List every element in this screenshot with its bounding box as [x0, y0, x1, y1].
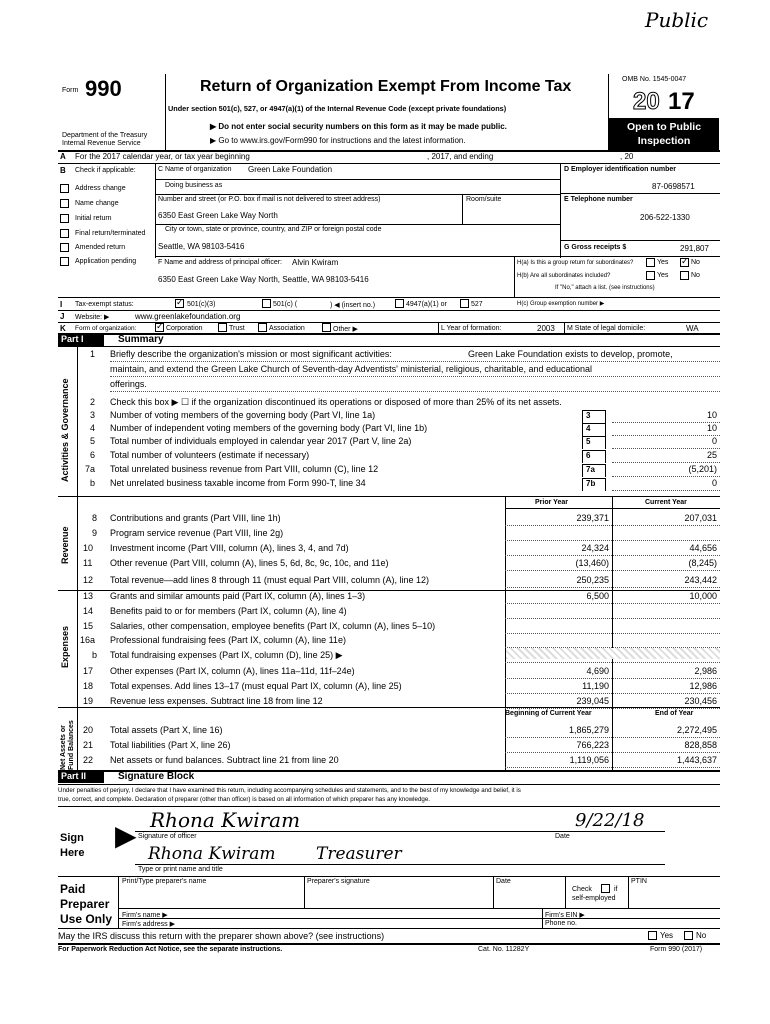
rev-current-value[interactable]: 207,031 [684, 513, 717, 523]
perjury-statement-2: true, correct, and complete. Declaration of preparer (other than officer) is based on all information of which preparer has any knowledge. [58, 796, 431, 803]
final-return-label: Final return/terminated [75, 230, 146, 237]
status-4947-checkbox[interactable] [395, 299, 404, 308]
net-prior-value[interactable]: 766,223 [576, 740, 609, 750]
gov-line-number: 7a [85, 464, 96, 474]
irs: Internal Revenue Service [62, 140, 141, 147]
omb-number: OMB No. 1545-0047 [622, 76, 687, 83]
net-prior-value[interactable]: 1,865,279 [568, 725, 609, 735]
trust-checkbox[interactable] [218, 323, 227, 332]
side-label-net-assets: Net Assets or Fund Balances [60, 720, 75, 770]
corporation-label: Corporation [166, 325, 203, 332]
gov-line-value[interactable]: 10 [706, 410, 717, 420]
gov-line-label: Check this box ▶ ☐ if the organization discontinued its operations or disposed of more than 25% of its net assets. [110, 397, 562, 407]
rev-line-number: 9 [92, 528, 98, 538]
net-line-number: 21 [83, 740, 94, 750]
application-pending-checkbox[interactable] [60, 257, 69, 266]
city-label: City or town, state or province, country, and ZIP or foreign postal code [165, 226, 382, 233]
line-a-mid: , 2017, and ending [427, 152, 494, 161]
form-footer-id: Form 990 (2017) [650, 946, 703, 953]
exp-row-underline [505, 647, 720, 648]
date-label: Date [555, 833, 570, 840]
subordinates-question: H(b) Are all subordinates included? [517, 273, 611, 279]
amended-return-checkbox[interactable] [60, 243, 69, 252]
exp-line-number: 17 [83, 666, 94, 676]
rev-line-number: 10 [83, 543, 94, 553]
exp-current-value[interactable]: 10,000 [689, 591, 717, 601]
principal-officer-label: F Name and address of principal officer: [158, 259, 282, 266]
gov-line-label: Number of voting members of the governing body (Part VI, line 1a) [110, 410, 376, 420]
exp-line-label: Benefits paid to or for members (Part IX, column (A), line 4) [110, 606, 347, 616]
preparer-label: Preparer [60, 897, 110, 911]
hb-yes-checkbox[interactable] [646, 271, 655, 280]
gov-value-underline [612, 462, 720, 463]
corporation-checkbox[interactable] [155, 323, 164, 332]
signature-label: Signature of officer [138, 833, 197, 840]
form-label: Form [62, 87, 79, 94]
ha-yes-label: Yes [657, 259, 669, 266]
org-form-label: Form of organization: [75, 325, 137, 332]
hb-no-checkbox[interactable] [680, 271, 689, 280]
exp-line-label: Total fundraising expenses (Part IX, column (D), line 25) ▶ [110, 650, 343, 660]
room-label: Room/suite [466, 196, 502, 203]
exp-row-underline [505, 662, 720, 663]
org-name-label: C Name of organization [158, 166, 232, 173]
hb-yes-label: Yes [657, 272, 669, 279]
association-checkbox[interactable] [258, 323, 267, 332]
side-label-revenue: Revenue [60, 526, 70, 564]
tax-exempt-label: Tax-exempt status: [75, 301, 134, 308]
street-address[interactable]: 6350 East Green Lake Way North [158, 211, 278, 220]
gov-line-number: 3 [90, 410, 96, 420]
officer-printed-name[interactable]: Rhona Kwiram [148, 844, 276, 864]
preparer-name-label: Print/Type preparer's name [122, 878, 207, 885]
exp-row-underline [505, 633, 720, 634]
rev-row-underline [505, 587, 720, 588]
exp-current-value[interactable]: 12,986 [689, 681, 717, 691]
side-label-expenses: Expenses [60, 625, 70, 668]
status-527-checkbox[interactable] [460, 299, 469, 308]
net-row-underline [505, 737, 720, 738]
discuss-yes-label: Yes [660, 931, 674, 940]
part2-title: Signature Block [118, 771, 195, 782]
here-label: Here [60, 847, 85, 859]
officer-title[interactable]: Treasurer [316, 844, 402, 864]
net-current-value[interactable]: 2,272,495 [676, 725, 717, 735]
exp-line-label: Revenue less expenses. Subtract line 18 from line 12 [110, 696, 323, 706]
status-501c-checkbox[interactable] [262, 299, 271, 308]
gov-value-underline [612, 476, 720, 477]
phone-value[interactable]: 206-522-1330 [640, 213, 690, 222]
exp-row-underline [505, 678, 720, 679]
exp-line-number: 15 [83, 621, 94, 631]
group-exemption-label: H(c) Group exemption number ▶ [517, 301, 605, 307]
principal-officer-name[interactable]: Alvin Kwiram [292, 258, 339, 267]
exp-prior-value[interactable]: 6,500 [586, 591, 609, 601]
rev-row-underline [505, 555, 720, 556]
gov-line-box: 3 [582, 410, 606, 423]
gov-line-number: 4 [90, 423, 96, 433]
exp-prior-value[interactable]: 239,045 [576, 696, 609, 706]
gov-line-label: Total number of individuals employed in calendar year 2017 (Part V, line 2a) [110, 436, 412, 446]
other-org-label: Other ▶ [333, 326, 358, 333]
exp-line-label: Grants and similar amounts paid (Part IX, column (A), lines 1–3) [110, 591, 366, 601]
gov-line-number: 5 [90, 436, 96, 446]
rev-line-label: Other revenue (Part VIII, column (A), lines 5, 6d, 8c, 9c, 10c, and 11e) [110, 558, 389, 568]
net-line-label: Total assets (Part X, line 16) [110, 725, 223, 735]
line-a-end: , 20 [620, 152, 634, 161]
form-title: Return of Organization Exempt From Income Tax [200, 78, 572, 95]
beginning-year-header: Beginning of Current Year [505, 710, 592, 717]
ha-yes-checkbox[interactable] [646, 258, 655, 267]
side-label-governance: Activities & Governance [60, 378, 70, 482]
exp-current-value[interactable]: 230,456 [684, 696, 717, 706]
officer-signature[interactable]: Rhona Kwiram [150, 808, 301, 832]
rev-prior-value[interactable]: 24,324 [581, 543, 609, 553]
self-employed-checkbox[interactable] [601, 884, 610, 893]
exp-line-label: Other expenses (Part IX, column (A), lines 11a–11d, 11f–24e) [110, 666, 355, 676]
net-row-underline [505, 767, 720, 768]
exp-row-underline [505, 693, 720, 694]
gov-value-underline [612, 448, 720, 449]
initial-return-label: Initial return [75, 215, 112, 222]
address-change-checkbox[interactable] [60, 184, 69, 193]
year-formation-value[interactable]: 2003 [537, 324, 555, 333]
rev-current-value[interactable]: 44,656 [689, 543, 717, 553]
year-outline: 20 [633, 88, 660, 115]
final-return-checkbox[interactable] [60, 229, 69, 238]
exp-line-number: 16a [80, 635, 96, 645]
exp-line-number: 13 [83, 591, 94, 601]
rev-line-number: 8 [92, 513, 98, 523]
gov-value-underline [612, 490, 720, 491]
website-label: Website: ▶ [75, 314, 110, 321]
rev-prior-value[interactable]: 239,371 [576, 513, 609, 523]
state-domicile-value[interactable]: WA [686, 324, 699, 333]
irs-discuss-question: May the IRS discuss this return with the preparer shown above? (see instructions) [58, 931, 385, 941]
ha-no-checkbox[interactable] [680, 258, 689, 267]
hb-note: If "No," attach a list. (see instructions) [555, 285, 655, 291]
exp-prior-value[interactable]: 11,190 [582, 681, 609, 691]
rev-line-number: 12 [83, 575, 94, 585]
website-url[interactable]: www.greenlakefoundation.org [135, 312, 241, 321]
paid-label: Paid [60, 882, 86, 896]
exp-line-label: Total expenses. Add lines 13–17 (must equal Part IX, column (A), line 25) [110, 681, 402, 691]
mission-label: Briefly describe the organization's mission or most significant activities: [110, 349, 392, 359]
name-change-checkbox[interactable] [60, 199, 69, 208]
association-label: Association [269, 325, 305, 332]
hb-no-label: No [691, 272, 700, 279]
paperwork-notice: For Paperwork Reduction Act Notice, see the separate instructions. [58, 946, 283, 953]
net-line-number: 20 [83, 725, 94, 735]
preparer-signature-label: Preparer's signature [307, 878, 370, 885]
status-501c-label: 501(c) ( [273, 301, 298, 308]
end-year-header: End of Year [655, 710, 694, 717]
dept-treasury: Department of the Treasury [62, 132, 148, 139]
gov-line-value[interactable]: 10 [706, 423, 717, 433]
rev-prior-value[interactable]: 250,235 [576, 575, 609, 585]
exp-line-label: Salaries, other compensation, employee benefits (Part IX, column (A), lines 5–10) [110, 621, 436, 631]
irs-url-note: ▶ Go to www.irs.gov/Form990 for instructions and the latest information. [210, 136, 466, 145]
status-527-label: 527 [471, 301, 483, 308]
net-current-value[interactable]: 1,443,637 [676, 755, 717, 765]
if-label: if [614, 886, 618, 893]
net-row-underline [505, 752, 720, 753]
gov-line-value[interactable]: (5,201) [688, 464, 717, 474]
gov-line-number: 6 [90, 450, 96, 460]
rev-current-value[interactable]: 243,442 [684, 575, 717, 585]
form-number: 990 [85, 76, 122, 101]
public-stamp: Public [645, 8, 709, 32]
gross-receipts-label: G Gross receipts $ [564, 244, 627, 251]
gov-line-label: Net unrelated business taxable income from Form 990-T, line 34 [110, 478, 366, 488]
rev-row-underline [505, 540, 720, 541]
use-only-label: Use Only [60, 912, 113, 926]
signature-date[interactable]: 9/22/18 [575, 810, 645, 831]
rev-row-underline [505, 525, 720, 526]
catalog-number: Cat. No. 11282Y [478, 946, 530, 953]
other-org-checkbox[interactable] [322, 323, 331, 332]
ein-label: D Employer identification number [564, 166, 677, 173]
discuss-no-label: No [696, 931, 707, 940]
ptin-label: PTIN [631, 878, 647, 885]
gov-line-value[interactable]: 0 [711, 436, 717, 446]
discuss-yes-checkbox[interactable] [648, 931, 657, 940]
firm-name-label: Firm's name ▶ [122, 912, 168, 919]
print-name-label: Type or print name and title [138, 866, 223, 873]
net-prior-value[interactable]: 1,119,056 [569, 755, 609, 765]
year-formation-label: L Year of formation: [441, 325, 502, 332]
exp-line-number: 14 [83, 606, 94, 616]
status-4947-label: 4947(a)(1) or [406, 301, 447, 308]
initial-return-checkbox[interactable] [60, 214, 69, 223]
firm-phone-label: Phone no. [545, 920, 577, 927]
net-line-label: Total liabilities (Part X, line 26) [110, 740, 231, 750]
discuss-no-checkbox[interactable] [684, 931, 693, 940]
trust-label: Trust [229, 325, 245, 332]
address-change-label: Address change [75, 185, 126, 192]
status-501c3-label: 501(c)(3) [187, 301, 216, 308]
rev-prior-value[interactable]: (13,460) [575, 558, 609, 568]
group-return-question: H(a) Is this a group return for subordinates? [517, 260, 634, 266]
exp-row-underline [505, 618, 720, 619]
status-501c3-checkbox[interactable] [175, 299, 184, 308]
gov-line-value[interactable]: 25 [706, 450, 717, 460]
current-year-header: Current Year [645, 499, 687, 506]
phone-label: E Telephone number [564, 196, 633, 203]
rev-row-underline [505, 570, 720, 571]
net-line-number: 22 [83, 755, 94, 765]
exp-row-underline [505, 603, 720, 604]
exp-row-underline [505, 708, 720, 709]
mission-text-3[interactable]: offerings. [110, 379, 147, 389]
org-name[interactable]: Green Lake Foundation [248, 165, 333, 174]
gov-line-value[interactable]: 0 [711, 478, 717, 488]
ha-no-label: No [691, 259, 700, 266]
rev-line-label: Investment income (Part VIII, column (A), lines 3, 4, and 7d) [110, 543, 349, 553]
gov-line-box: 5 [582, 436, 606, 449]
gov-line-box: 7b [582, 478, 606, 491]
exp-line-number: b [92, 650, 98, 660]
principal-officer-address[interactable]: 6350 East Green Lake Way North, Seattle, WA 98103-5416 [158, 275, 369, 284]
rev-line-label: Program service revenue (Part VIII, line 2g) [110, 528, 284, 538]
mission-text-2[interactable]: maintain, and extend the Green Lake Church of Seventh-day Adventists' ministerial, religious, charitable, and educational [110, 364, 593, 374]
exp-line-number: 18 [83, 681, 94, 691]
amended-return-label: Amended return [75, 244, 126, 251]
firm-address-label: Firm's address ▶ [122, 921, 176, 928]
gov-line-number: 2 [90, 397, 96, 407]
rev-current-value[interactable]: (8,245) [688, 558, 717, 568]
exp-line-number: 19 [83, 696, 94, 706]
self-employed-label: self-employed [572, 895, 616, 902]
insert-no-label: ) ◀ (insert no.) [330, 302, 376, 309]
part1-tag: Part I [58, 334, 104, 346]
part2-tag: Part II [58, 771, 104, 783]
gov-line-box: 4 [582, 423, 606, 436]
sign-arrow-icon: ▶ [115, 820, 137, 851]
gross-receipts-value[interactable]: 291,807 [680, 244, 709, 253]
gov-line-box: 6 [582, 450, 606, 463]
part1-title: Summary [118, 334, 164, 345]
form-subtitle: Under section 501(c), 527, or 4947(a)(1) of the Internal Revenue Code (except private foundations) [168, 104, 507, 113]
year-bold: 17 [668, 88, 695, 115]
perjury-statement-1: Under penalties of perjury, I declare that I have examined this return, including accompanying schedules and statements, and to the best of my knowledge and belief, it is [58, 787, 521, 794]
dba-label: Doing business as [165, 182, 223, 189]
ein-value[interactable]: 87-0698571 [652, 182, 695, 191]
sign-label: Sign [60, 832, 84, 844]
rev-line-label: Contributions and grants (Part VIII, line 1h) [110, 513, 281, 523]
net-current-value[interactable]: 828,858 [684, 740, 717, 750]
gov-line-label: Total number of volunteers (estimate if necessary) [110, 450, 310, 460]
prior-year-header: Prior Year [535, 499, 568, 506]
check-if-applicable: Check if applicable: [75, 167, 136, 174]
city-address[interactable]: Seattle, WA 98103-5416 [158, 242, 245, 251]
gov-line-label: Total unrelated business revenue from Part VIII, column (C), line 12 [110, 464, 379, 474]
firm-ein-label: Firm's EIN ▶ [545, 912, 585, 919]
rev-line-label: Total revenue—add lines 8 through 11 (must equal Part VIII, column (A), line 12) [110, 575, 429, 585]
gov-line-number: b [90, 478, 96, 488]
preparer-date-label: Date [496, 878, 511, 885]
state-domicile-label: M State of legal domicile: [567, 325, 646, 332]
self-employed-check-label: Check [572, 886, 592, 893]
net-line-label: Net assets or fund balances. Subtract line 21 from line 20 [110, 755, 339, 765]
exp-current-value[interactable]: 2,986 [694, 666, 717, 676]
street-label: Number and street (or P.O. box if mail is not delivered to street address) [158, 196, 381, 203]
rev-line-number: 11 [83, 558, 93, 568]
name-change-label: Name change [75, 200, 119, 207]
line-a-text: For the 2017 calendar year, or tax year beginning [75, 152, 250, 161]
gov-line-box: 7a [582, 464, 606, 477]
mission-text-1[interactable]: Green Lake Foundation exists to develop, promote, [468, 349, 673, 359]
open-to-public-badge: Open to Public Inspection [609, 118, 719, 150]
application-pending-label: Application pending [75, 258, 137, 265]
exp-prior-value[interactable]: 4,690 [586, 666, 609, 676]
exp-line-label: Professional fundraising fees (Part IX, column (A), line 11e) [110, 635, 346, 645]
gov-line-label: Number of independent voting members of the governing body (Part VI, line 1b) [110, 423, 428, 433]
ssn-note: ▶ Do not enter social security numbers on this form as it may be made public. [210, 122, 507, 131]
